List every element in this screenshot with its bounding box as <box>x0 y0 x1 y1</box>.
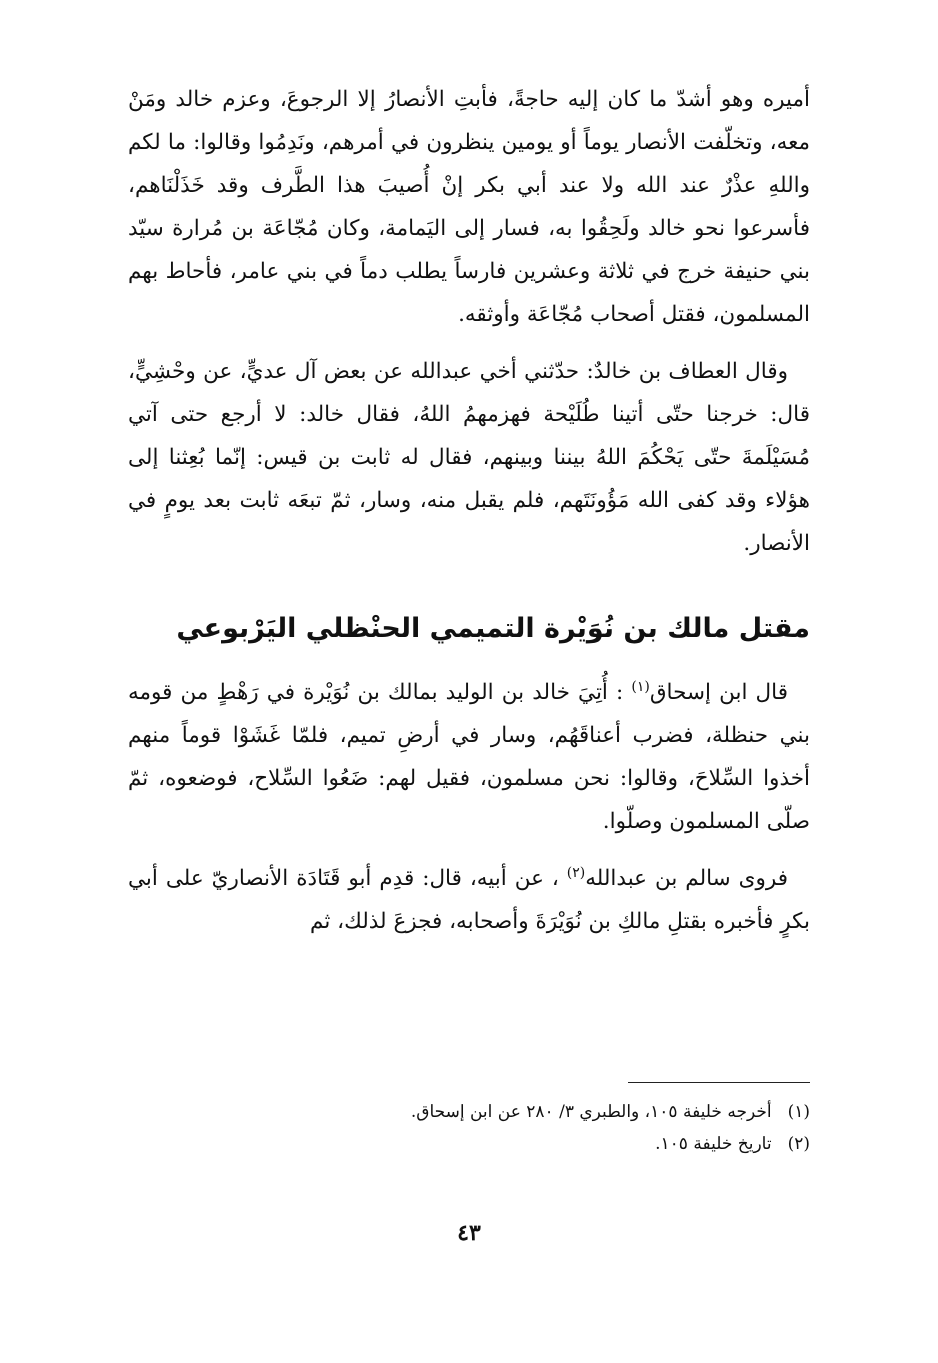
footnote-divider <box>628 1082 810 1083</box>
footnote-number: (٢) <box>787 1134 810 1154</box>
footnote-2 <box>128 1128 810 1160</box>
paragraph-3-start: قال ابن إسحاق <box>649 680 788 705</box>
page-body <box>128 78 810 943</box>
section-heading: مقتل مالك بن نُوَيْرة التميمي الحنْظلي اليَرْبوعي <box>176 613 810 644</box>
footnotes <box>128 1096 810 1160</box>
footnote-ref-1: (١) <box>631 678 650 695</box>
footnote-text: أخرجه خليفة ١٠٥، والطبري ٣/ ٢٨٠ عن ابن إسحاق. <box>410 1102 772 1122</box>
paragraph-4-start: فروى سالم بن عبدالله <box>585 866 788 891</box>
footnote-1 <box>128 1096 810 1128</box>
footnote-text: تاريخ خليفة ١٠٥. <box>655 1134 772 1154</box>
paragraph-3 <box>128 671 810 843</box>
paragraph-2: وقال العطاف بن خالدٌ: حدّثني أخي عبدالله عن بعض آل عديٍّ، عن وحْشِيٍّ، قال: خرجنا حتّى أتينا طُلَيْحة فهزمهمُ اللهُ، فقال خالد: لا أرجع حتى آتي مُسَيْلَمةَ حتّى يَحْكُمَ اللهُ بيننا وبينهم، فقال له ثابت بن قيس: إنّما بُعِثنا إلى هؤلاء وقد كفى الله مَؤُونَتَهم، فلم يقبل منه، وسار، ثمّ تبعَه ثابت بعد يومٍ في الأنصار. <box>128 359 810 556</box>
footnote-number: (١) <box>787 1102 810 1122</box>
paragraph-4 <box>128 857 810 943</box>
paragraph-4-rest: ، عن أبيه، قال: قدِم أبو قَتَادَة الأنصاريّ على أبي بكرٍ فأخبره بقتلِ مالكِ بن نُوَيْرَةَ وأصحابه، فجزعَ لذلك، ثم <box>128 866 810 934</box>
page-number: ٤٣ <box>457 1220 481 1246</box>
footnote-ref-2: (٢) <box>566 864 586 881</box>
paragraph-3-rest: : أُتِيَ خالد بن الوليد بمالك بن نُوَيْرة في رَهْطٍ من قومه بني حنظلة، فضرب أعناقَهُم، وسار في أرضِ تميم، فلمّا غَشَوْا قوماً منهم أخذوا السِّلاحَ، وقالوا: نحن مسلمون، فقيل لهم: ضَعُوا السِّلاح، فوضعوه، ثمّ صلّى المسلمون وصلّوا. <box>128 680 810 834</box>
paragraph-1: أميره وهو أشدّ ما كان إليه حاجةً، فأبتِ الأنصارُ إلا الرجوعَ، وعزم خالد ومَنْ معه، وتخلّفت الأنصار يوماً أو يومين ينظرون في أمرهم، ونَدِمُوا وقالوا: ما لكم واللهِ عذْرٌ عند الله ولا عند أبي بكر إنْ أُصيبَ هذا الطَّرف وقد خَذَلْنَاهم، فأسرعوا نحو خالد ولَحِقُوا به، فسار إلى اليَمامة، وكان مُجّاعَة بن مُرارة سيّد بني حنيفة خرج في ثلاثة وعشرين فارساً يطلب دماً في بني عامر، فأحاط بهم المسلمون، فقتل أصحاب مُجّاعَة وأوثقه. <box>128 87 810 327</box>
